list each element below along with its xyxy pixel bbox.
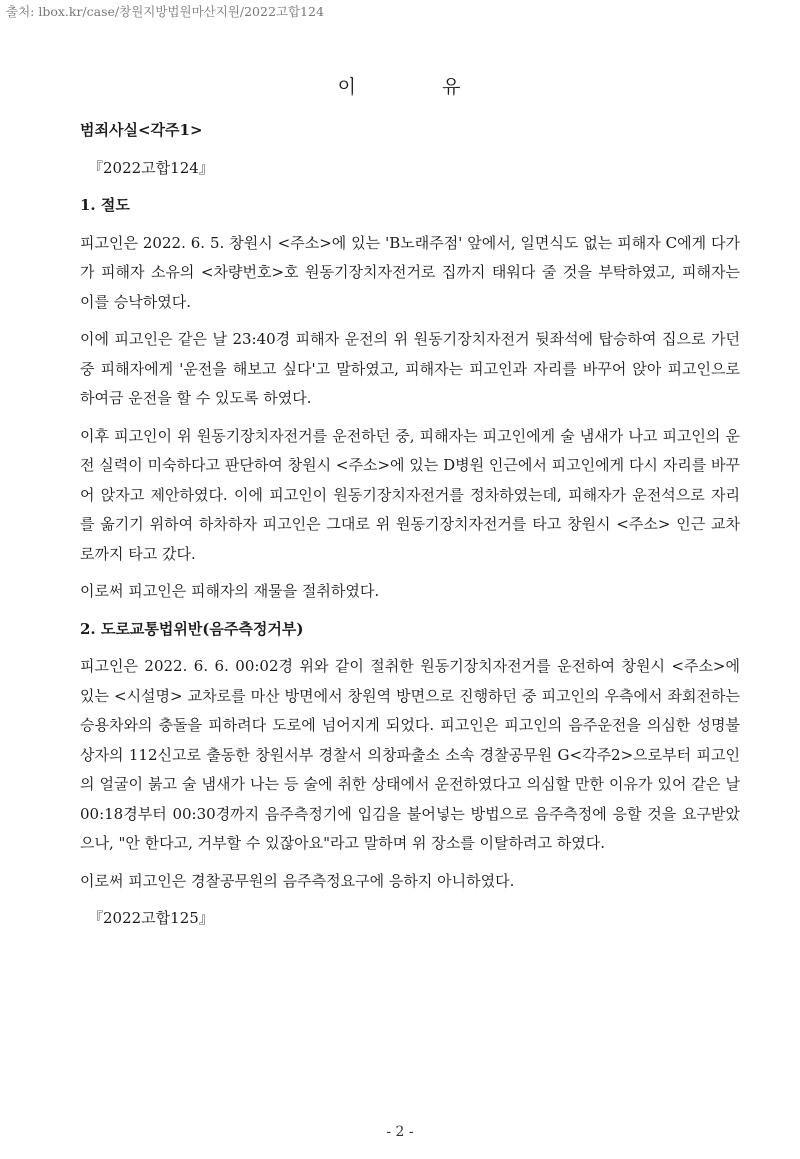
item1-heading: 1. 절도 [80,196,130,214]
document-title [0,72,800,99]
item2-paragraph: 피고인은 2022. 6. 6. 00:02경 위와 같이 절취한 원동기장치자전거를 운전하여 창원시 <주소>에 있는 <시설명> 교차로를 마산 방면에서 창원역 방면으로 진행하던 중 피고인의 우측에서 좌회전하는 승용차와의 충돌을 피하려다 도로에 넘어지게 되었다. 피고인은 피고인의 음주운전을 의심한 성명불상자의 112신고로 출동한 창원서부 경찰서 의창파출소 소속 경찰공무원 G<각주2>으로부터 피고인의 얼굴이 붉고 술 냄새가 나는 등 술에 취한 상태에서 운전하였다고 의심할 만한 이유가 있어 같은 날 00:18경부터 00:30경까지 음주측정기에 입김을 불어넣는 방법으로 음주측정에 응할 것을 요구받았으나, "안 한다고, 거부할 수 있잖아요"라고 말하며 위 장소를 이탈하려고 하였다. [80,657,740,852]
page-number: - 2 - [386,1124,414,1140]
section-heading: 범죄사실<각주1> [80,121,203,139]
case-number-2: 『2022고합125』 [88,909,214,927]
source-url[interactable]: 출처: lbox.kr/case/창원지방법원마산지원/2022고합124 [6,4,324,19]
item2-paragraph: 이로써 피고인은 경찰공무원의 음주측정요구에 응하지 아니하였다. [80,871,515,890]
document-body [80,116,740,942]
item2-heading: 2. 도로교통법위반(음주측정거부) [80,619,304,638]
title-char-2: 유 [442,76,463,98]
item1-paragraph: 피고인은 2022. 6. 5. 창원시 <주소>에 있는 'B노래주점' 앞에서, 일면식도 없는 피해자 C에게 다가가 피해자 소유의 <차량번호>호 원동기장치자전거로 집까지 태워다 줄 것을 부탁하였고, 피해자는 이를 승낙하였다. [80,233,740,311]
item1-paragraph: 이후 피고인이 위 원동기장치자전거를 운전하던 중, 피해자는 피고인에게 술 냄새가 나고 피고인의 운전 실력이 미숙하다고 판단하여 창원시 <주소>에 있는 D병원 인근에서 피고인에게 다시 자리를 바꾸어 앉자고 제안하였다. 이에 피고인이 원동기장치자전거를 정차하였는데, 피해자가 운전석으로 자리를 옮기기 위하여 하차하자 피고인은 그대로 위 원동기장치자전거를 타고 창원시 <주소> 인근 교차로까지 타고 갔다. [80,426,740,563]
title-char-1: 이 [337,76,358,98]
item1-paragraph: 이로써 피고인은 피해자의 재물을 절취하였다. [80,582,380,600]
case-number-1: 『2022고합124』 [88,158,214,177]
item1-paragraph: 이에 피고인은 같은 날 23:40경 피해자 운전의 위 원동기장치자전거 뒷좌석에 탑승하여 집으로 가던 중 피해자에게 '운전을 해보고 싶다'고 말하였고, 피해자는 피고인과 자리를 바꾸어 앉아 피고인으로 하여금 운전을 할 수 있도록 하였다. [80,330,740,407]
